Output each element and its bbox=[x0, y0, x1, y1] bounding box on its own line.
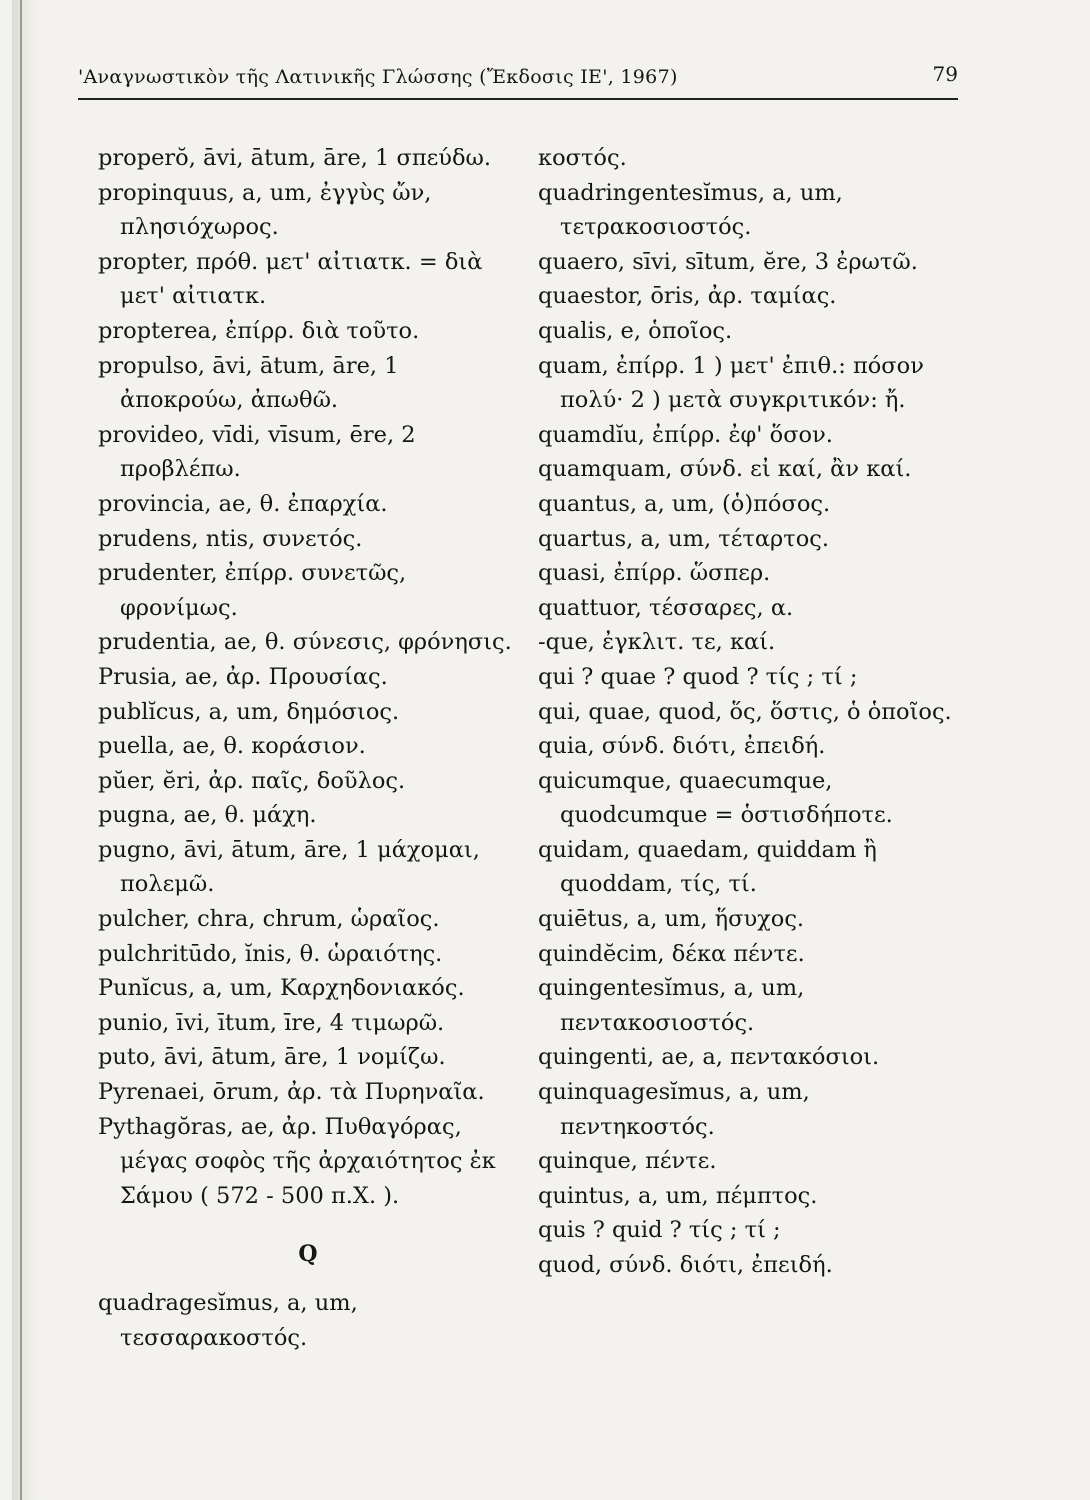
running-title: 'Αναγνωστικὸν τῆς Λατινικῆς Γλώσσης (Ἔκδοσις ΙΕ', 1967) bbox=[78, 66, 678, 88]
dictionary-entry: pugno, āvi, ātum, āre, 1 μάχομαι, πολεμῶ. bbox=[98, 836, 480, 898]
dictionary-entry: qui ? quae ? quod ? τίς ; τί ; bbox=[538, 663, 858, 690]
dictionary-entry: quiētus, a, um, ἥσυχος. bbox=[538, 906, 805, 933]
dictionary-entry: Punĭcus, a, um, Καρχηδονιακός. bbox=[98, 975, 465, 1002]
dictionary-entry: quadragesĭmus, a, um, τεσσαρακοστός. bbox=[98, 1290, 358, 1351]
dictionary-entry: pulcher, chra, chrum, ὡραῖος. bbox=[98, 906, 440, 933]
dictionary-entry: qualis, e, ὁποῖος. bbox=[538, 317, 733, 344]
dictionary-entry: quintus, a, um, πέμπτος. bbox=[538, 1182, 818, 1209]
dictionary-entry: pulchritūdo, ĭnis, θ. ὡραιότης. bbox=[98, 940, 443, 967]
dictionary-entry: κοστός. bbox=[538, 145, 627, 171]
dictionary-entry: quamquam, σύνδ. εἰ καί, ἂν καί. bbox=[538, 456, 912, 483]
dictionary-entry: Prusia, ae, ἀρ. Προυσίας. bbox=[98, 663, 388, 690]
dictionary-entry: quingenti, ae, a, πεντακόσιοι. bbox=[538, 1044, 880, 1071]
dictionary-entry: prudentia, ae, θ. σύνεσις, φρόνησις. bbox=[98, 629, 512, 656]
right-column bbox=[538, 141, 958, 1283]
dictionary-entry: quicumque, quaecumque, quodcumque = ὁστισδήποτε. bbox=[538, 767, 893, 829]
dictionary-entry: quingentesĭmus, a, um, πεντακοσιοστός. bbox=[538, 975, 805, 1036]
dictionary-entry: puto, āvi, ātum, āre, 1 νομίζω. bbox=[98, 1044, 446, 1071]
dictionary-entry: propinquus, a, um, ἐγγὺς ὤν, πλησιόχωρος. bbox=[98, 179, 432, 241]
running-header bbox=[78, 60, 958, 96]
dictionary-entry: provincia, ae, θ. ἐπαρχία. bbox=[98, 490, 388, 517]
dictionary-entry: Pythagŏras, ae, ἀρ. Πυθαγόρας, μέγας σοφὸς τῆς ἀρχαιότητος ἐκ Σάμου ( 572 - 500 π.Χ. ). bbox=[98, 1113, 496, 1209]
dictionary-entry: Pyrenaei, ōrum, ἀρ. τὰ Πυρηναῖα. bbox=[98, 1079, 485, 1106]
dictionary-entry: propulso, āvi, ātum, āre, 1 ἀποκρούω, ἀπωθῶ. bbox=[98, 352, 399, 414]
dictionary-entry: puella, ae, θ. κοράσιον. bbox=[98, 733, 366, 760]
page-number: 79 bbox=[932, 62, 958, 86]
dictionary-entry: quasi, ἐπίρρ. ὥσπερ. bbox=[538, 560, 771, 587]
dictionary-entry: properŏ, āvi, ātum, āre, 1 σπεύδω. bbox=[98, 145, 492, 171]
dictionary-entry: propter, πρόθ. μετ' αἰτιατκ. = διὰ μετ' αἰτιατκ. bbox=[98, 248, 483, 310]
dictionary-entry: propterea, ἐπίρρ. διὰ τοῦτο. bbox=[98, 317, 420, 344]
dictionary-entry: quidam, quaedam, quiddam ἢ quoddam, τίς, τί. bbox=[538, 836, 877, 898]
dictionary-entry: quis ? quid ? τίς ; τί ; bbox=[538, 1217, 781, 1244]
dictionary-entry: quaestor, ōris, ἀρ. ταμίας. bbox=[538, 283, 837, 310]
dictionary-entry: qui, quae, quod, ὅς, ὅστις, ὁ ὁποῖος. bbox=[538, 698, 952, 725]
dictionary-entry: pŭer, ĕri, ἀρ. παῖς, δοῦλος. bbox=[98, 767, 406, 794]
dictionary-entry: quantus, a, um, (ὁ)πόσος. bbox=[538, 490, 831, 517]
dictionary-entry: quadringentesĭmus, a, um, τετρακοσιοστός. bbox=[538, 179, 843, 241]
dictionary-entry: quinque, πέντε. bbox=[538, 1148, 717, 1175]
dictionary-entry: quia, σύνδ. διότι, ἐπειδή. bbox=[538, 733, 826, 760]
dictionary-entry: quam, ἐπίρρ. 1 ) μετ' ἐπιθ.: πόσον πολύ· 2 ) μετὰ συγκριτικόν: ἤ. bbox=[538, 352, 924, 414]
dictionary-entry: prudenter, ἐπίρρ. συνετῶς, φρονίμως. bbox=[98, 560, 407, 621]
dictionary-entry: quindĕcim, δέκα πέντε. bbox=[538, 940, 805, 967]
dictionary-entry: quamdĭu, ἐπίρρ. ἐφ' ὅσον. bbox=[538, 421, 833, 448]
dictionary-entry: quod, σύνδ. διότι, ἐπειδή. bbox=[538, 1252, 833, 1278]
dictionary-entry: -que, ἐγκλιτ. τε, καί. bbox=[538, 629, 776, 656]
section-letter-heading: Q bbox=[298, 1241, 318, 1268]
dictionary-entry: pugna, ae, θ. μάχη. bbox=[98, 802, 317, 829]
left-column bbox=[98, 141, 518, 1355]
dictionary-entry: provideo, vīdi, vīsum, ēre, 2 προβλέπω. bbox=[98, 421, 416, 483]
dictionary-entry: publĭcus, a, um, δημόσιος. bbox=[98, 698, 400, 725]
header-rule bbox=[78, 98, 958, 100]
dictionary-entry: quaero, sīvi, sītum, ĕre, 3 ἐρωτῶ. bbox=[538, 248, 918, 275]
dictionary-entry: prudens, ntis, συνετός. bbox=[98, 525, 363, 552]
dictionary-entry: quartus, a, um, τέταρτος. bbox=[538, 525, 830, 552]
dictionary-entry: quinquagesĭmus, a, um, πεντηκοστός. bbox=[538, 1079, 810, 1140]
dictionary-entry: quattuor, τέσσαρες, α. bbox=[538, 594, 794, 621]
dictionary-entry: punio, īvi, ītum, īre, 4 τιμωρῶ. bbox=[98, 1009, 445, 1036]
page-binding-edge bbox=[12, 0, 38, 1500]
